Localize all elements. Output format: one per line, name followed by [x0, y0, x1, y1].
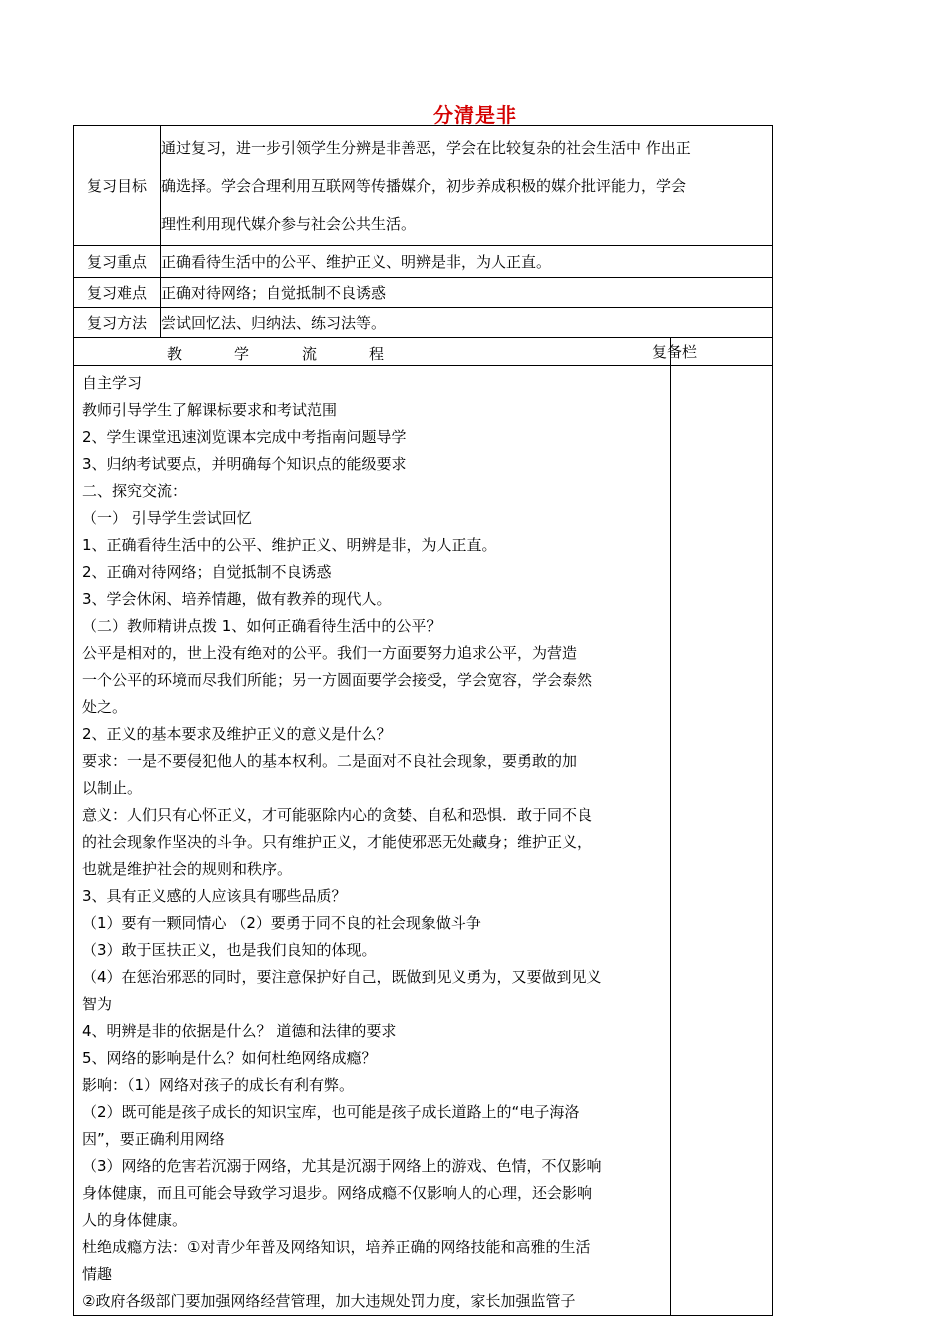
body-line: 人的身体健康。 [82, 1211, 188, 1229]
body-line: 智为 [82, 995, 113, 1013]
flow-header [74, 338, 671, 366]
body-line: 公平是相对的，世上没有绝对的公平。我们一方面要努力追求公平，为营造 [82, 644, 578, 662]
flow-header-char: 程 [369, 345, 385, 363]
body-line: ②政府各级部门要加强网络经营管理，加大违规处罚力度，家长加强监管子 [82, 1292, 576, 1310]
body-line: 1、正确看待生活中的公平、维护正义、明辨是非，为人正直。 [82, 536, 497, 554]
body-line: 3、具有正义感的人应该具有哪些品质？ [82, 887, 347, 905]
body-line: 3、学会休闲、培养情趣，做有教养的现代人。 [82, 590, 392, 608]
body-line: 身体健康，而且可能会导致学习退步。网络成瘾不仅影响人的心理，还会影响 [82, 1184, 593, 1202]
body-line: 教师引导学生了解课标要求和考试范围 [82, 401, 338, 419]
key-label: 复习重点 [74, 246, 161, 278]
body-line: （1）要有一颗同情心 （2）要勇于同不良的社会现象做斗争 [82, 914, 481, 932]
goal-line: 理性利用现代媒介参与社会公共生活。 [161, 214, 417, 233]
key-content: 正确看待生活中的公平、维护正义、明辨是非，为人正直。 [161, 246, 773, 278]
body-line: 因”，要正确利用网络 [82, 1130, 225, 1148]
notes-header-label: 复备栏 [652, 343, 698, 361]
lesson-plan-table [73, 125, 773, 1316]
body-line: 处之。 [82, 698, 128, 716]
goal-line: 确选择。学会合理利用互联网等传播媒介，初步养成积极的媒介批评能力，学会 [161, 176, 687, 195]
body-line: 2、正义的基本要求及维护正义的意义是什么？ [82, 725, 392, 743]
body-line: 影响：（1）网络对孩子的成长有利有弊。 [82, 1076, 355, 1094]
body-line: 意义：人们只有心怀正义，才可能驱除内心的贪婪、自私和恐惧．敢于同不良 [82, 806, 593, 824]
notes-header [652, 338, 773, 366]
body-line: 4、明辨是非的依据是什么？ 道德和法律的要求 [82, 1022, 397, 1040]
flow-header-row [74, 338, 773, 366]
body-line: 2、学生课堂迅速浏览课本完成中考指南问题导学 [82, 428, 407, 446]
body-line: 杜绝成瘾方法：①对青少年普及网络知识，培养正确的网络技能和高雅的生活 [82, 1238, 591, 1256]
flow-header-char: 流 [302, 345, 318, 363]
goal-content [161, 126, 773, 246]
page-title: 分清是非 [433, 103, 517, 127]
key-row [74, 246, 773, 278]
goal-label: 复习目标 [74, 126, 161, 246]
flow-header-char: 教 [167, 345, 183, 363]
body-line: 2、正确对待网络；自觉抵制不良诱惑 [82, 563, 332, 581]
body-line: 自主学习 [82, 374, 143, 392]
body-line: 情趣 [82, 1265, 113, 1283]
body-line: 一个公平的环境而尽我们所能；另一方圆面要学会接受，学会宽容，学会泰然 [82, 671, 593, 689]
flow-body [74, 366, 671, 1316]
body-line: （一） 引导学生尝试回忆 [82, 509, 252, 527]
difficulty-row [74, 278, 773, 308]
body-line: （二）教师精讲点拨 1、如何正确看待生活中的公平？ [82, 617, 442, 635]
body-line: 二、探究交流： [82, 482, 188, 500]
flow-header-char: 学 [234, 345, 250, 363]
notes-column [671, 366, 773, 1316]
body-line: （4）在惩治邪恶的同时，要注意保护好自己，既做到见义勇为，又要做到见义 [82, 968, 602, 986]
body-line: （2）既可能是孩子成长的知识宝库，也可能是孩子成长道路上的“电子海洛 [82, 1103, 580, 1121]
body-line: （3）敢于匡扶正义，也是我们良知的体现。 [82, 941, 377, 959]
body-line: 以制止。 [82, 779, 143, 797]
body-line: 也就是维护社会的规则和秩序。 [82, 860, 293, 878]
method-label: 复习方法 [74, 308, 161, 338]
goal-row [74, 126, 773, 246]
body-line: 要求：一是不要侵犯他人的基本权利。二是面对不良社会现象，要勇敢的加 [82, 752, 578, 770]
body-line: 3、归纳考试要点，并明确每个知识点的能级要求 [82, 455, 407, 473]
body-line: 的社会现象作坚决的斗争。只有维护正义，才能使邪恶无处藏身；维护正义， [82, 833, 593, 851]
flow-body-row [74, 366, 773, 1316]
body-line: （3）网络的危害若沉溺于网络，尤其是沉溺于网络上的游戏、色情，不仅影响 [82, 1157, 602, 1175]
difficulty-content: 正确对待网络；自觉抵制不良诱惑 [161, 278, 773, 308]
method-content: 尝试回忆法、归纳法、练习法等。 [161, 308, 773, 338]
body-line: 5、网络的影响是什么？如何杜绝网络成瘾？ [82, 1049, 377, 1067]
difficulty-label: 复习难点 [74, 278, 161, 308]
goal-line: 通过复习，进一步引领学生分辨是非善恶，学会在比较复杂的社会生活中 作出正 [161, 138, 691, 157]
method-row [74, 308, 773, 338]
